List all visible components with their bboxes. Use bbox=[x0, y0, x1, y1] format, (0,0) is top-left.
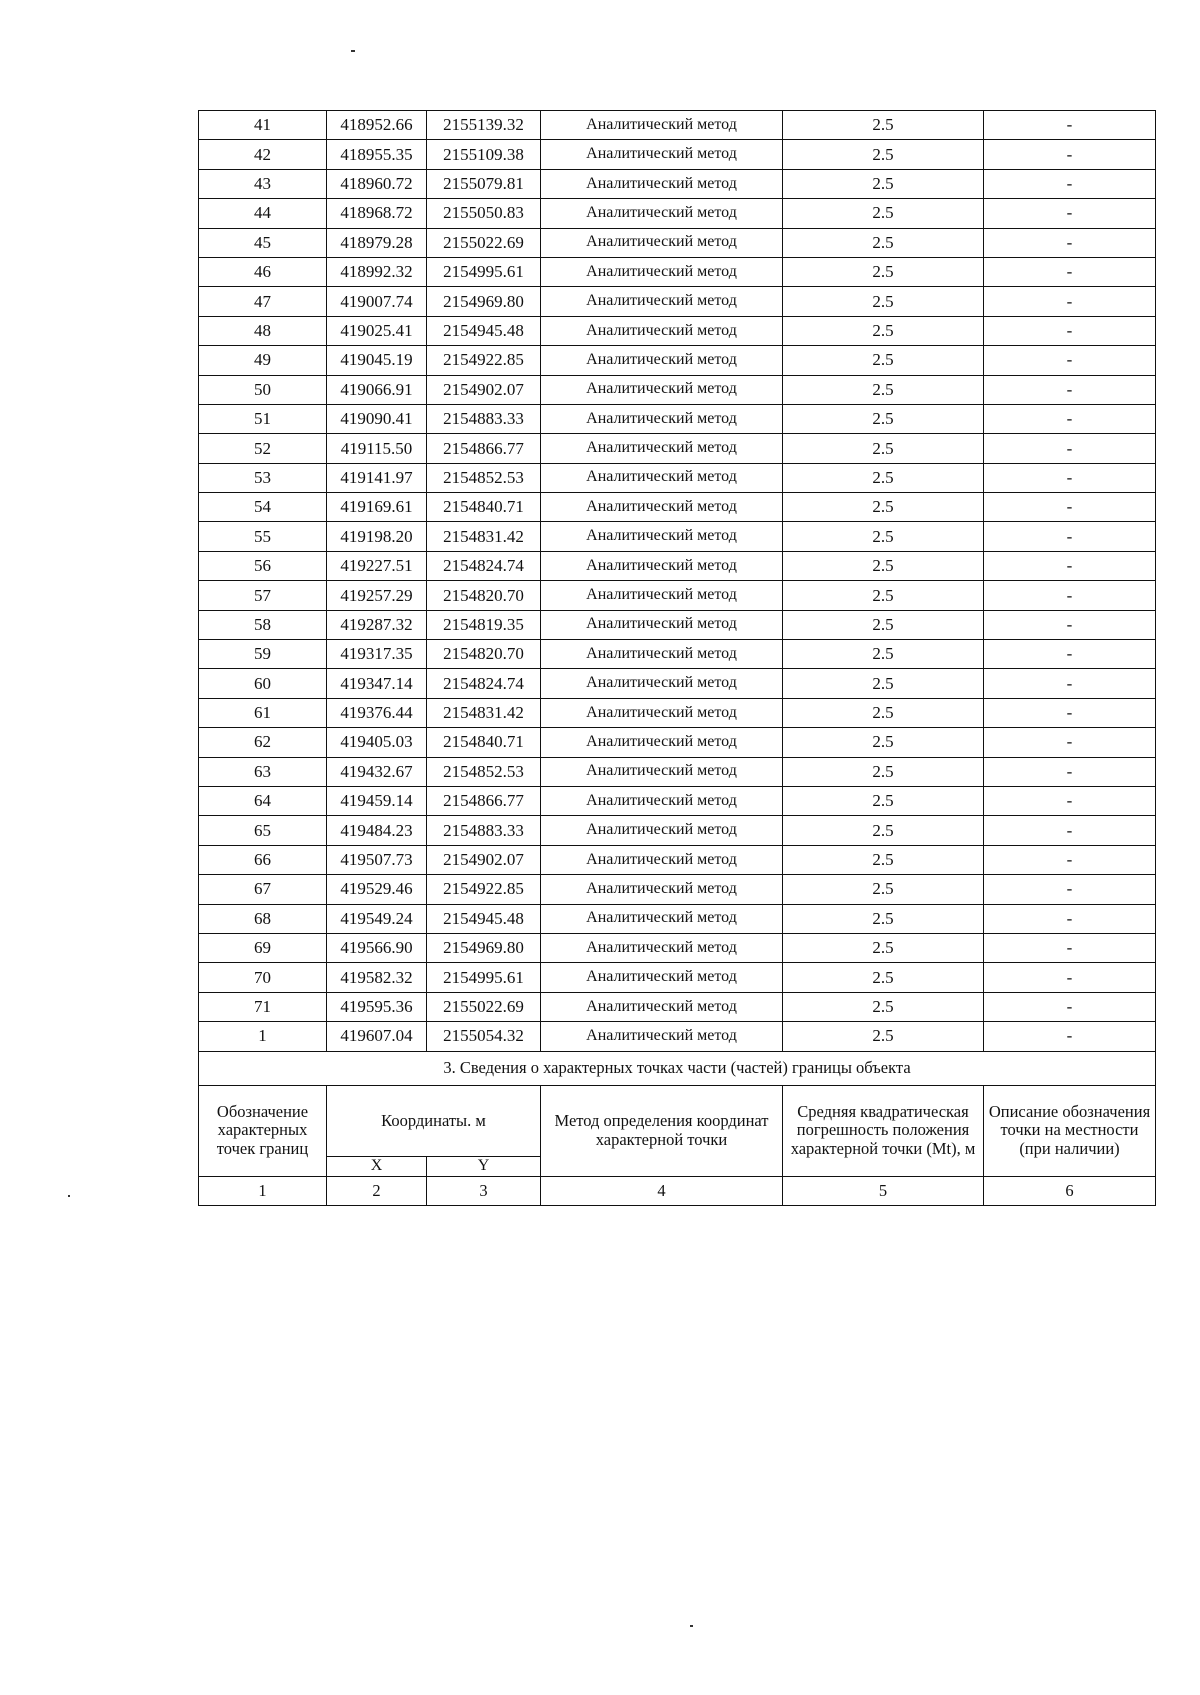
method: Аналитический метод bbox=[541, 786, 783, 815]
point-number: 48 bbox=[199, 316, 327, 345]
description: - bbox=[984, 963, 1156, 992]
column-number-row bbox=[199, 1176, 1156, 1205]
coord-x: 418968.72 bbox=[327, 199, 427, 228]
coord-y: 2154866.77 bbox=[427, 434, 541, 463]
point-number: 47 bbox=[199, 287, 327, 316]
method: Аналитический метод bbox=[541, 522, 783, 551]
point-number: 57 bbox=[199, 581, 327, 610]
table-row bbox=[199, 434, 1156, 463]
point-number: 52 bbox=[199, 434, 327, 463]
table-row bbox=[199, 963, 1156, 992]
method: Аналитический метод bbox=[541, 199, 783, 228]
point-number: 46 bbox=[199, 257, 327, 286]
description: - bbox=[984, 257, 1156, 286]
coord-x: 419484.23 bbox=[327, 816, 427, 845]
coord-x: 419405.03 bbox=[327, 728, 427, 757]
coord-y: 2155022.69 bbox=[427, 228, 541, 257]
table-row bbox=[199, 816, 1156, 845]
error-mt: 2.5 bbox=[783, 875, 984, 904]
coord-y: 2154840.71 bbox=[427, 728, 541, 757]
error-mt: 2.5 bbox=[783, 346, 984, 375]
method: Аналитический метод bbox=[541, 610, 783, 639]
table-row bbox=[199, 287, 1156, 316]
table-row bbox=[199, 169, 1156, 198]
description: - bbox=[984, 786, 1156, 815]
table-row bbox=[199, 786, 1156, 815]
table-row bbox=[199, 140, 1156, 169]
point-number: 64 bbox=[199, 786, 327, 815]
description: - bbox=[984, 581, 1156, 610]
coord-y: 2154824.74 bbox=[427, 669, 541, 698]
table-row bbox=[199, 992, 1156, 1021]
point-number: 44 bbox=[199, 199, 327, 228]
description: - bbox=[984, 816, 1156, 845]
coord-y: 2155022.69 bbox=[427, 992, 541, 1021]
coord-x: 419566.90 bbox=[327, 933, 427, 962]
error-mt: 2.5 bbox=[783, 610, 984, 639]
error-mt: 2.5 bbox=[783, 992, 984, 1021]
point-number: 66 bbox=[199, 845, 327, 874]
method: Аналитический метод bbox=[541, 140, 783, 169]
table-row bbox=[199, 551, 1156, 580]
table-row bbox=[199, 404, 1156, 433]
error-mt: 2.5 bbox=[783, 316, 984, 345]
description: - bbox=[984, 551, 1156, 580]
table-row bbox=[199, 228, 1156, 257]
error-mt: 2.5 bbox=[783, 963, 984, 992]
coord-y: 2154883.33 bbox=[427, 404, 541, 433]
description: - bbox=[984, 316, 1156, 345]
header-row bbox=[199, 1085, 1156, 1157]
point-number: 56 bbox=[199, 551, 327, 580]
error-mt: 2.5 bbox=[783, 728, 984, 757]
error-mt: 2.5 bbox=[783, 845, 984, 874]
table-row bbox=[199, 257, 1156, 286]
coord-x: 419432.67 bbox=[327, 757, 427, 786]
column-number: 6 bbox=[984, 1176, 1156, 1205]
error-mt: 2.5 bbox=[783, 228, 984, 257]
coord-y: 2154840.71 bbox=[427, 493, 541, 522]
table-row bbox=[199, 669, 1156, 698]
header-point-designation: Обозначение характерных точек границ bbox=[199, 1085, 327, 1176]
coord-x: 419007.74 bbox=[327, 287, 427, 316]
coord-y: 2154969.80 bbox=[427, 933, 541, 962]
table-row bbox=[199, 757, 1156, 786]
coord-y: 2155109.38 bbox=[427, 140, 541, 169]
coord-x: 419198.20 bbox=[327, 522, 427, 551]
coord-x: 419169.61 bbox=[327, 493, 427, 522]
coord-y: 2154831.42 bbox=[427, 522, 541, 551]
error-mt: 2.5 bbox=[783, 434, 984, 463]
description: - bbox=[984, 346, 1156, 375]
error-mt: 2.5 bbox=[783, 698, 984, 727]
section-3-header bbox=[199, 1051, 1156, 1205]
point-number: 67 bbox=[199, 875, 327, 904]
description: - bbox=[984, 493, 1156, 522]
point-number: 59 bbox=[199, 640, 327, 669]
column-number: 4 bbox=[541, 1176, 783, 1205]
error-mt: 2.5 bbox=[783, 199, 984, 228]
error-mt: 2.5 bbox=[783, 257, 984, 286]
header-x: X bbox=[327, 1157, 427, 1176]
error-mt: 2.5 bbox=[783, 904, 984, 933]
method: Аналитический метод bbox=[541, 551, 783, 580]
description: - bbox=[984, 845, 1156, 874]
error-mt: 2.5 bbox=[783, 169, 984, 198]
method: Аналитический метод bbox=[541, 728, 783, 757]
table-row bbox=[199, 933, 1156, 962]
method: Аналитический метод bbox=[541, 375, 783, 404]
table-row bbox=[199, 728, 1156, 757]
coord-x: 418955.35 bbox=[327, 140, 427, 169]
point-number: 49 bbox=[199, 346, 327, 375]
description: - bbox=[984, 463, 1156, 492]
description: - bbox=[984, 140, 1156, 169]
description: - bbox=[984, 992, 1156, 1021]
table-row bbox=[199, 346, 1156, 375]
error-mt: 2.5 bbox=[783, 786, 984, 815]
coord-x: 419045.19 bbox=[327, 346, 427, 375]
description: - bbox=[984, 228, 1156, 257]
table-row bbox=[199, 493, 1156, 522]
coord-x: 419582.32 bbox=[327, 963, 427, 992]
method: Аналитический метод bbox=[541, 757, 783, 786]
error-mt: 2.5 bbox=[783, 640, 984, 669]
method: Аналитический метод bbox=[541, 640, 783, 669]
table-row bbox=[199, 463, 1156, 492]
method: Аналитический метод bbox=[541, 463, 783, 492]
column-number: 2 bbox=[327, 1176, 427, 1205]
error-mt: 2.5 bbox=[783, 551, 984, 580]
error-mt: 2.5 bbox=[783, 522, 984, 551]
table-row bbox=[199, 640, 1156, 669]
coord-y: 2154945.48 bbox=[427, 904, 541, 933]
method: Аналитический метод bbox=[541, 581, 783, 610]
section-title-row bbox=[199, 1051, 1156, 1085]
method: Аналитический метод bbox=[541, 493, 783, 522]
error-mt: 2.5 bbox=[783, 933, 984, 962]
method: Аналитический метод bbox=[541, 698, 783, 727]
method: Аналитический метод bbox=[541, 963, 783, 992]
coord-x: 419141.97 bbox=[327, 463, 427, 492]
point-number: 65 bbox=[199, 816, 327, 845]
point-number: 50 bbox=[199, 375, 327, 404]
point-number: 55 bbox=[199, 522, 327, 551]
coord-x: 418992.32 bbox=[327, 257, 427, 286]
method: Аналитический метод bbox=[541, 904, 783, 933]
method: Аналитический метод bbox=[541, 875, 783, 904]
coord-y: 2154824.74 bbox=[427, 551, 541, 580]
method: Аналитический метод bbox=[541, 257, 783, 286]
error-mt: 2.5 bbox=[783, 140, 984, 169]
point-number: 69 bbox=[199, 933, 327, 962]
coord-x: 419227.51 bbox=[327, 551, 427, 580]
table-row bbox=[199, 522, 1156, 551]
description: - bbox=[984, 904, 1156, 933]
coord-y: 2154902.07 bbox=[427, 375, 541, 404]
description: - bbox=[984, 728, 1156, 757]
description: - bbox=[984, 698, 1156, 727]
point-number: 58 bbox=[199, 610, 327, 639]
table-row bbox=[199, 111, 1156, 140]
header-method: Метод определения координат характерной точки bbox=[541, 1085, 783, 1176]
coord-y: 2154995.61 bbox=[427, 963, 541, 992]
point-number: 43 bbox=[199, 169, 327, 198]
point-number: 62 bbox=[199, 728, 327, 757]
table-row bbox=[199, 1022, 1156, 1051]
coord-y: 2154831.42 bbox=[427, 698, 541, 727]
coord-y: 2154995.61 bbox=[427, 257, 541, 286]
table-body bbox=[199, 111, 1156, 1052]
coord-y: 2155139.32 bbox=[427, 111, 541, 140]
description: - bbox=[984, 933, 1156, 962]
coord-x: 419287.32 bbox=[327, 610, 427, 639]
method: Аналитический метод bbox=[541, 669, 783, 698]
description: - bbox=[984, 522, 1156, 551]
coord-y: 2154866.77 bbox=[427, 786, 541, 815]
coord-y: 2154820.70 bbox=[427, 581, 541, 610]
coord-x: 419607.04 bbox=[327, 1022, 427, 1051]
point-number: 53 bbox=[199, 463, 327, 492]
error-mt: 2.5 bbox=[783, 111, 984, 140]
error-mt: 2.5 bbox=[783, 581, 984, 610]
coord-x: 419347.14 bbox=[327, 669, 427, 698]
header-coordinates: Координаты. м bbox=[327, 1085, 541, 1157]
coord-x: 419317.35 bbox=[327, 640, 427, 669]
point-number: 51 bbox=[199, 404, 327, 433]
coord-x: 419595.36 bbox=[327, 992, 427, 1021]
column-number: 3 bbox=[427, 1176, 541, 1205]
coord-y: 2154945.48 bbox=[427, 316, 541, 345]
point-number: 63 bbox=[199, 757, 327, 786]
description: - bbox=[984, 111, 1156, 140]
description: - bbox=[984, 199, 1156, 228]
description: - bbox=[984, 375, 1156, 404]
column-number: 5 bbox=[783, 1176, 984, 1205]
point-number: 61 bbox=[199, 698, 327, 727]
coord-x: 419459.14 bbox=[327, 786, 427, 815]
table-row bbox=[199, 581, 1156, 610]
coord-y: 2154819.35 bbox=[427, 610, 541, 639]
method: Аналитический метод bbox=[541, 169, 783, 198]
coord-x: 419025.41 bbox=[327, 316, 427, 345]
error-mt: 2.5 bbox=[783, 757, 984, 786]
error-mt: 2.5 bbox=[783, 493, 984, 522]
table-row bbox=[199, 875, 1156, 904]
method: Аналитический метод bbox=[541, 404, 783, 433]
description: - bbox=[984, 169, 1156, 198]
method: Аналитический метод bbox=[541, 933, 783, 962]
coord-x: 418979.28 bbox=[327, 228, 427, 257]
coord-y: 2154922.85 bbox=[427, 346, 541, 375]
description: - bbox=[984, 640, 1156, 669]
point-number: 68 bbox=[199, 904, 327, 933]
method: Аналитический метод bbox=[541, 111, 783, 140]
table-row bbox=[199, 316, 1156, 345]
error-mt: 2.5 bbox=[783, 404, 984, 433]
point-number: 42 bbox=[199, 140, 327, 169]
scan-speck bbox=[351, 50, 355, 52]
boundary-points-table bbox=[198, 110, 1156, 1206]
header-error: Средняя квадратическая погрешность положения характерной точки (Mt), м bbox=[783, 1085, 984, 1176]
column-number: 1 bbox=[199, 1176, 327, 1205]
error-mt: 2.5 bbox=[783, 816, 984, 845]
coord-x: 419066.91 bbox=[327, 375, 427, 404]
point-number: 60 bbox=[199, 669, 327, 698]
error-mt: 2.5 bbox=[783, 463, 984, 492]
method: Аналитический метод bbox=[541, 992, 783, 1021]
error-mt: 2.5 bbox=[783, 375, 984, 404]
table-row bbox=[199, 610, 1156, 639]
point-number: 70 bbox=[199, 963, 327, 992]
coord-x: 418952.66 bbox=[327, 111, 427, 140]
coord-y: 2154883.33 bbox=[427, 816, 541, 845]
coord-y: 2154852.53 bbox=[427, 757, 541, 786]
method: Аналитический метод bbox=[541, 346, 783, 375]
table-row bbox=[199, 199, 1156, 228]
description: - bbox=[984, 287, 1156, 316]
point-number: 45 bbox=[199, 228, 327, 257]
method: Аналитический метод bbox=[541, 316, 783, 345]
table-row bbox=[199, 375, 1156, 404]
coord-x: 419549.24 bbox=[327, 904, 427, 933]
point-number: 54 bbox=[199, 493, 327, 522]
coord-y: 2154820.70 bbox=[427, 640, 541, 669]
scan-speck bbox=[690, 1625, 693, 1627]
point-number: 41 bbox=[199, 111, 327, 140]
description: - bbox=[984, 669, 1156, 698]
method: Аналитический метод bbox=[541, 228, 783, 257]
coord-y: 2155079.81 bbox=[427, 169, 541, 198]
coord-y: 2154852.53 bbox=[427, 463, 541, 492]
table-row bbox=[199, 904, 1156, 933]
coord-x: 419529.46 bbox=[327, 875, 427, 904]
header-description: Описание обозначения точки на местности (при наличии) bbox=[984, 1085, 1156, 1176]
description: - bbox=[984, 434, 1156, 463]
table-row bbox=[199, 845, 1156, 874]
coord-y: 2154922.85 bbox=[427, 875, 541, 904]
coord-y: 2154969.80 bbox=[427, 287, 541, 316]
coord-x: 419376.44 bbox=[327, 698, 427, 727]
coord-x: 419257.29 bbox=[327, 581, 427, 610]
error-mt: 2.5 bbox=[783, 1022, 984, 1051]
description: - bbox=[984, 875, 1156, 904]
method: Аналитический метод bbox=[541, 434, 783, 463]
error-mt: 2.5 bbox=[783, 669, 984, 698]
coord-y: 2155054.32 bbox=[427, 1022, 541, 1051]
point-number: 71 bbox=[199, 992, 327, 1021]
coord-x: 419115.50 bbox=[327, 434, 427, 463]
coord-x: 419090.41 bbox=[327, 404, 427, 433]
coord-x: 419507.73 bbox=[327, 845, 427, 874]
description: - bbox=[984, 610, 1156, 639]
method: Аналитический метод bbox=[541, 287, 783, 316]
header-y: Y bbox=[427, 1157, 541, 1176]
method: Аналитический метод bbox=[541, 845, 783, 874]
description: - bbox=[984, 1022, 1156, 1051]
point-number: 1 bbox=[199, 1022, 327, 1051]
coord-y: 2155050.83 bbox=[427, 199, 541, 228]
section-title: 3. Сведения о характерных точках части (частей) границы объекта bbox=[199, 1051, 1156, 1085]
table-row bbox=[199, 698, 1156, 727]
description: - bbox=[984, 404, 1156, 433]
method: Аналитический метод bbox=[541, 816, 783, 845]
coord-y: 2154902.07 bbox=[427, 845, 541, 874]
description: - bbox=[984, 757, 1156, 786]
coord-x: 418960.72 bbox=[327, 169, 427, 198]
error-mt: 2.5 bbox=[783, 287, 984, 316]
scan-speck bbox=[68, 1195, 70, 1197]
method: Аналитический метод bbox=[541, 1022, 783, 1051]
